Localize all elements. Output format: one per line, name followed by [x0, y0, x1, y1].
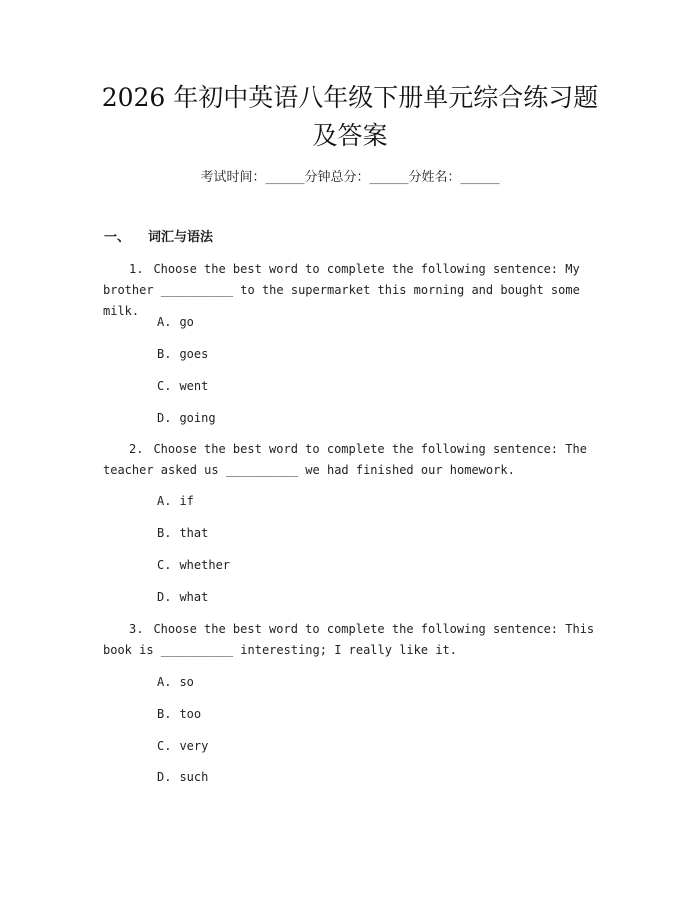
question-number: 2.: [129, 442, 144, 456]
question-3-stem: [103, 619, 603, 661]
time-blank: ______: [265, 170, 305, 185]
question-2-option-a: [157, 492, 194, 510]
option-letter: C.: [157, 558, 172, 572]
question-1-option-b: [157, 345, 208, 363]
page-title-line2: 及答案: [312, 121, 388, 150]
question-line2: teacher asked us __________ we had finished our homework.: [103, 463, 515, 477]
question-line1: Choose the best word to complete the following sentence: This: [153, 622, 595, 636]
option-text: if: [179, 494, 194, 508]
section-title: 词汇与语法: [148, 230, 214, 245]
option-text: go: [179, 315, 194, 329]
option-text: going: [179, 411, 216, 425]
option-letter: A.: [157, 675, 172, 689]
option-letter: C.: [157, 379, 172, 393]
name-blank: ______: [460, 170, 500, 185]
option-text: goes: [179, 347, 209, 361]
score-blank: ______: [369, 170, 409, 185]
question-line1: Choose the best word to complete the following sentence: The: [153, 442, 587, 456]
question-number: 3.: [129, 622, 144, 636]
option-text: too: [179, 707, 202, 721]
section-heading: [104, 228, 213, 248]
option-letter: D.: [157, 411, 172, 425]
score-unit: 分: [408, 170, 422, 185]
option-letter: A.: [157, 494, 172, 508]
option-letter: A.: [157, 315, 172, 329]
question-2-stem: [103, 439, 603, 481]
question-2-option-b: [157, 524, 208, 542]
option-text: whether: [179, 558, 231, 572]
question-line2: book is __________ interesting; I really like it.: [103, 643, 458, 657]
time-unit: 分钟: [304, 170, 331, 185]
option-letter: C.: [157, 739, 172, 753]
option-text: so: [179, 675, 194, 689]
option-letter: D.: [157, 770, 172, 784]
option-letter: B.: [157, 347, 172, 361]
question-line1: Choose the best word to complete the following sentence: My: [153, 262, 580, 276]
section-number: 一、: [104, 230, 131, 245]
option-text: such: [179, 770, 209, 784]
exam-info-line: [0, 168, 700, 188]
question-3-option-c: [157, 737, 208, 755]
name-label: 姓名：: [421, 170, 461, 185]
question-3-option-a: [157, 673, 194, 691]
question-3-option-b: [157, 705, 201, 723]
question-2-option-c: [157, 556, 230, 574]
question-1-option-a: [157, 313, 194, 331]
option-letter: D.: [157, 590, 172, 604]
option-letter: B.: [157, 707, 172, 721]
time-label: 考试时间：: [200, 170, 266, 185]
question-number: 1.: [129, 262, 144, 276]
question-line2: brother __________ to the supermarket this morning and bought some milk.: [103, 283, 580, 318]
question-1-option-c: [157, 377, 208, 395]
option-text: what: [179, 590, 209, 604]
option-text: that: [179, 526, 209, 540]
question-3-option-d: [157, 768, 208, 786]
page-title-line1: 2026 年初中英语八年级下册单元综合练习题: [101, 83, 599, 112]
score-label: 总分：: [330, 170, 370, 185]
option-text: went: [179, 379, 209, 393]
option-text: very: [179, 739, 209, 753]
option-letter: B.: [157, 526, 172, 540]
question-1-option-d: [157, 409, 216, 427]
question-2-option-d: [157, 588, 208, 606]
